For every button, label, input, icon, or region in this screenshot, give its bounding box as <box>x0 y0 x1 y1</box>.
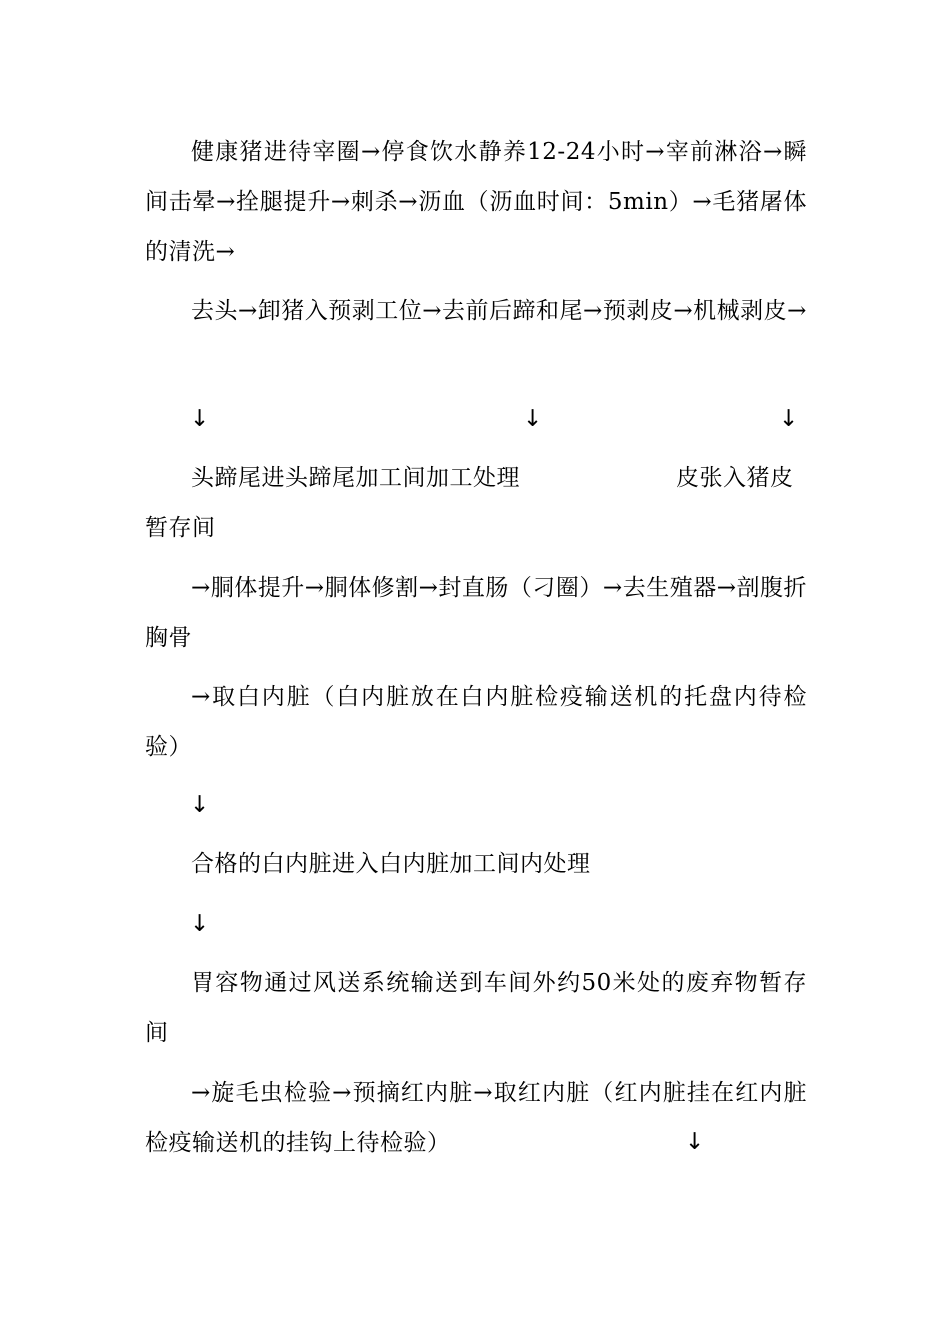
text-white-organ-processing: 合格的白内脏进入白内脏加工间内处理 <box>191 851 591 877</box>
text-skin-storage: 皮张入猪皮 <box>676 465 794 491</box>
down-arrow-1: ↓ <box>190 406 210 432</box>
down-arrow-3: ↓ <box>779 406 799 432</box>
paragraph-head-removal: 去头→卸猪入预剥工位→去前后蹄和尾→预剥皮→机械剥皮→ <box>191 298 807 324</box>
down-arrow-4: ↓ <box>190 792 210 818</box>
down-arrow-2: ↓ <box>523 406 543 432</box>
paragraph-slaughter-start: 健康猪进待宰圈→停食饮水静养12-24小时→宰前淋浴→瞬间击晕→拴腿提升→刺杀→沥血（沥血时间：5min）→毛猪屠体的清洗→ <box>145 139 807 265</box>
down-arrow-5: ↓ <box>190 911 210 937</box>
paragraph-white-organs: →取白内脏（白内脏放在白内脏检疫输送机的托盘内待检验） <box>145 684 807 760</box>
down-arrow-6: ↓ <box>685 1129 705 1155</box>
text-hoof-processing: 头蹄尾进头蹄尾加工间加工处理 <box>191 465 520 491</box>
paragraph-carcass: →胴体提升→胴体修割→封直肠（刁圈）→去生殖器→剖腹折胸骨 <box>145 575 807 651</box>
paragraph-red-organs: →旋毛虫检验→预摘红内脏→取红内脏（红内脏挂在红内脏检疫输送机的挂钩上待检验） <box>145 1080 807 1156</box>
text-skin-storage-cont: 暂存间 <box>145 515 216 541</box>
paragraph-stomach-contents: 胃容物通过风送系统输送到车间外约50米处的废弃物暂存间 <box>145 970 807 1046</box>
